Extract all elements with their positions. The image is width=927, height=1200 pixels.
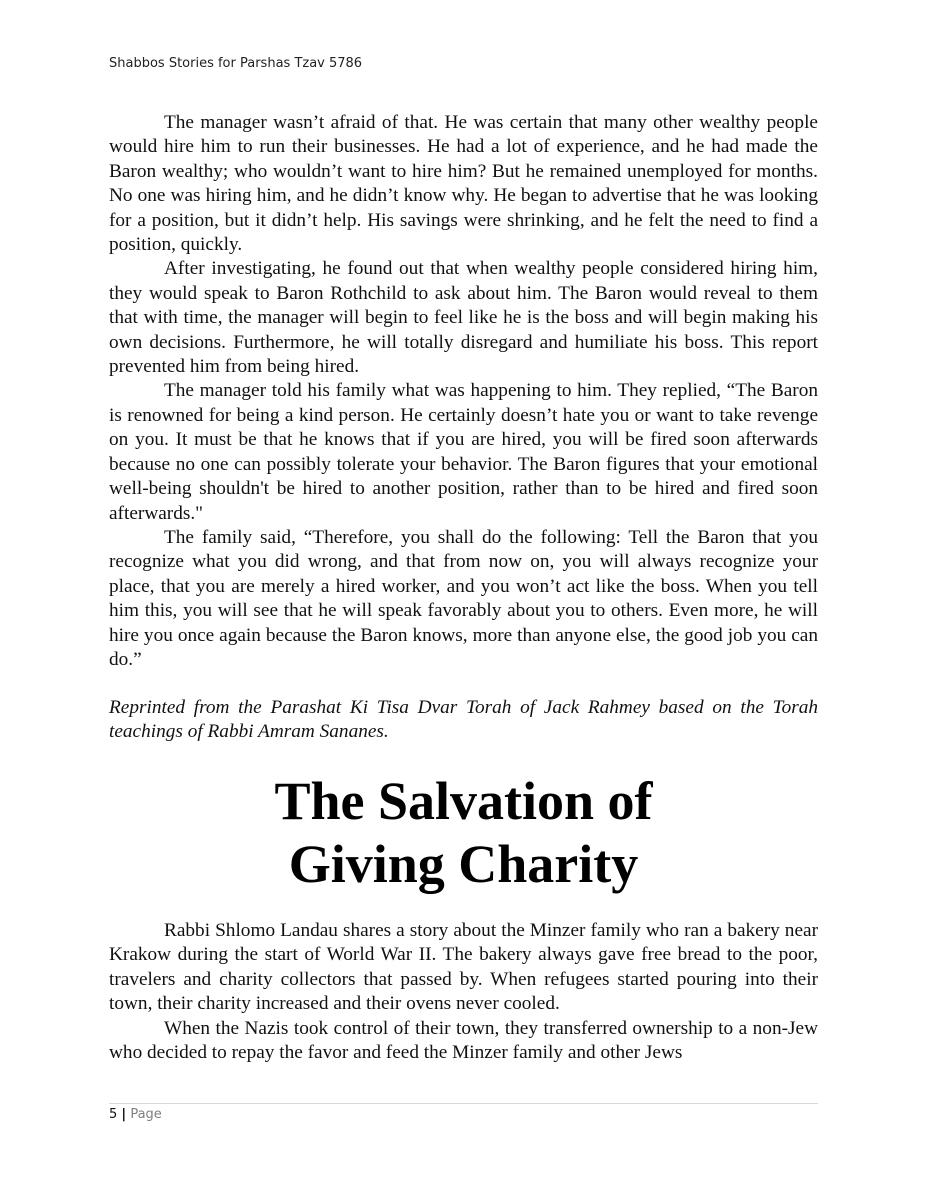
attribution	[109, 696, 818, 745]
paragraph: The manager wasn’t afraid of that. He was certain that many other wealthy people would hire him to run their businesses. He had a lot of experience, and he had made the Baron wealthy; who wouldn’t want to hire him? But he remained unemployed for months. No one was hiring him, and he didn’t know why. He began to advertise that he was looking for a position, but it didn’t help. His savings were shrinking, and he felt the need to find a position, quickly.	[109, 112, 818, 256]
story-title	[109, 770, 818, 896]
footer-divider	[109, 1103, 818, 1104]
running-header: Shabbos Stories for Parshas Tzav 5786	[109, 56, 363, 71]
story1-body	[109, 111, 818, 672]
paragraph: The manager told his family what was happening to him. They replied, “The Baron is renowned for being a kind person. He certainly doesn’t hate you or want to take revenge on you. It must be that he knows that if you are hired, you will be fired soon afterwards because no one can possibly tolerate your behavior. The Baron figures that your emotional well-being shouldn't be hired to another position, rather than to be hired and fired soon afterwards."	[109, 380, 818, 524]
title-line: Giving Charity	[288, 834, 639, 894]
paragraph: After investigating, he found out that when wealthy people considered hiring him, they would speak to Baron Rothchild to ask about him. The Baron would reveal to them that with time, the manager will begin to feel like he is the boss and will begin making his own decisions. Furthermore, he will totally disregard and humiliate his boss. This report prevented him from being hired.	[109, 258, 818, 378]
paragraph: Rabbi Shlomo Landau shares a story about the Minzer family who ran a bakery near Krakow during the start of World War II. The bakery always gave free bread to the poor, travelers and charity collectors that passed by. When refugees started pouring into their town, their charity increased and their ovens never cooled.	[109, 920, 818, 1015]
title-line: The Salvation of	[274, 771, 653, 831]
paragraph: When the Nazis took control of their town, they transferred ownership to a non-Jew who decided to repay the favor and feed the Minzer family and other Jews	[109, 1017, 818, 1064]
page-number: 5	[109, 1107, 118, 1122]
footer-separator: |	[121, 1107, 127, 1122]
attribution-text: Reprinted from the Parashat Ki Tisa Dvar Torah of Jack Rahmey based on the Torah teachings of Rabbi Amram Sananes.	[109, 697, 818, 743]
page-label: Page	[130, 1107, 162, 1122]
page-footer	[109, 1107, 162, 1122]
paragraph: The family said, “Therefore, you shall do the following: Tell the Baron that you recognize what you did wrong, and that from now on, you will always recognize your place, that you are merely a hired worker, and you won’t act like the boss. When you tell him this, you will see that he will speak favorably about you to others. Even more, he will hire you once again because the Baron knows, more than anyone else, the good job you can do.”	[109, 526, 818, 670]
story2-body	[109, 919, 818, 1065]
